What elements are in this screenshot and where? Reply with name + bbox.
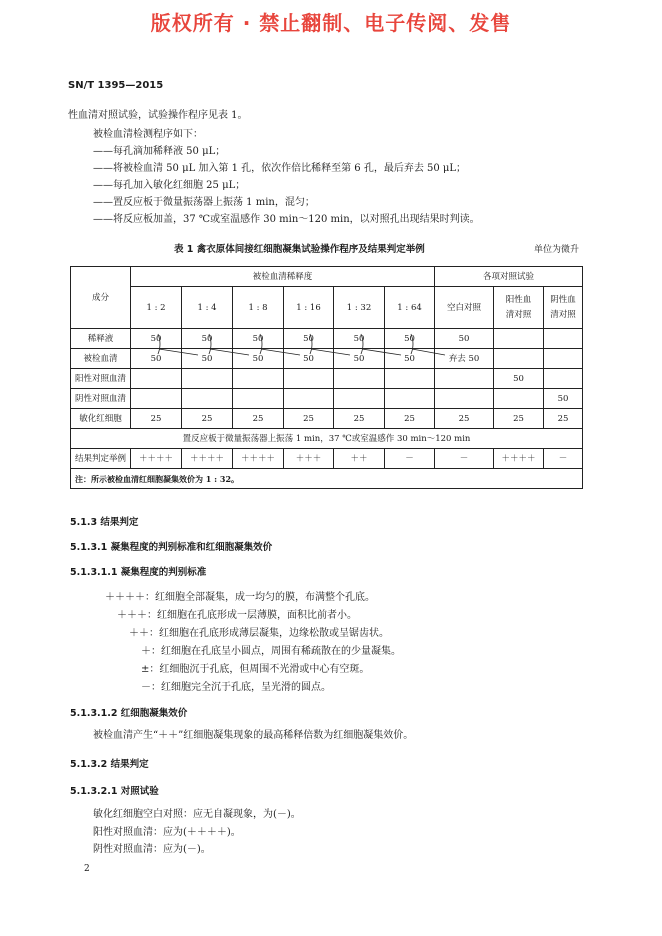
standard-code: SN/T 1395—2015 <box>68 80 164 91</box>
header-dilution: 1 : 2 <box>131 287 182 329</box>
header-dilution: 1 : 16 <box>284 287 334 329</box>
table-cell: 50 <box>131 329 182 349</box>
row-label: 稀释液 <box>71 329 131 349</box>
row-label: 被检血清 <box>71 349 131 369</box>
table-cell: 弃去 50 <box>435 349 494 369</box>
header-dilution-group: 被检血清稀释度 <box>131 267 435 287</box>
procedure-step: ——将被检血清 50 μL 加入第 1 孔，依次作倍比稀释至第 6 孔，最后弃去 50 μL； <box>93 163 467 174</box>
table-cell: 50 <box>544 389 583 409</box>
table-cell <box>494 329 544 349</box>
procedure-table <box>70 266 583 489</box>
table-cell: 50 <box>385 349 435 369</box>
table-cell <box>435 389 494 409</box>
criterion-1plus: ＋：红细胞在孔底呈小圆点，周围有稀疏散在的少量凝集。 <box>141 646 401 657</box>
table-cell: 50 <box>284 329 334 349</box>
header-dilution: 1 : 8 <box>233 287 284 329</box>
table-note: 注：所示被检血清红细胞凝集效价为 1 : 32。 <box>71 469 583 489</box>
table-cell: 50 <box>494 369 544 389</box>
table-cell <box>494 349 544 369</box>
result-cell: － <box>435 449 494 469</box>
header-control-group: 各项对照试验 <box>435 267 583 287</box>
table-cell <box>182 369 233 389</box>
procedure-step: ——将反应板加盖，37 ℃或室温感作 30 min～120 min，以对照孔出现结果时判读。 <box>93 214 480 225</box>
result-cell: ＋＋＋＋ <box>233 449 284 469</box>
row-label: 阴性对照血清 <box>71 389 131 409</box>
table-cell: 50 <box>334 349 385 369</box>
titer-definition: 被检血清产生“＋＋”红细胞凝集现象的最高稀释倍数为红细胞凝集效价。 <box>93 730 414 741</box>
table-cell <box>385 369 435 389</box>
table-cell <box>233 369 284 389</box>
table-row-positive-serum <box>71 369 583 389</box>
table-cell: 50 <box>182 349 233 369</box>
table-cell: 25 <box>284 409 334 429</box>
header-control: 阳性血清对照 <box>494 287 544 329</box>
table-cell: 25 <box>334 409 385 429</box>
table-cell: 25 <box>233 409 284 429</box>
criterion-plusminus: ±：红细胞沉于孔底，但周围不光滑或中心有空斑。 <box>141 664 370 675</box>
table-row-diluent <box>71 329 583 349</box>
table-cell <box>435 369 494 389</box>
table-cell: 25 <box>435 409 494 429</box>
table-cell <box>233 389 284 409</box>
page-number: 2 <box>84 864 90 874</box>
table-cell: 50 <box>233 349 284 369</box>
table-cell <box>494 389 544 409</box>
table-cell: 25 <box>494 409 544 429</box>
header-dilution: 1 : 4 <box>182 287 233 329</box>
intro-line-1: 性血清对照试验，试验操作程序见表 1。 <box>68 110 248 121</box>
criterion-negative: －：红细胞完全沉于孔底，呈光滑的圆点。 <box>141 682 331 693</box>
table-cell: 50 <box>334 329 385 349</box>
criterion-3plus: ＋＋＋：红细胞在孔底形成一层薄膜，面积比前者小。 <box>117 610 357 621</box>
procedure-step: ——每孔加入敏化红细胞 25 μL； <box>93 180 246 191</box>
procedure-step: ——每孔滴加稀释液 50 μL； <box>93 146 226 157</box>
header-component: 成分 <box>71 267 131 329</box>
table-cell: 50 <box>233 329 284 349</box>
procedure-step: ——置反应板于微量振荡器上振荡 1 min，混匀； <box>93 197 315 208</box>
control-negative: 阴性对照血清：应为(－)。 <box>93 844 211 855</box>
criterion-4plus: ＋＋＋＋：红细胞全部凝集，成一均匀的膜，布满整个孔底。 <box>105 592 375 603</box>
control-blank: 敏化红细胞空白对照：应无自凝现象，为(－)。 <box>93 809 301 820</box>
header-control: 空白对照 <box>435 287 494 329</box>
table-row-sensitized-rbc <box>71 409 583 429</box>
row-label: 结果判定举例 <box>71 449 131 469</box>
table-cell <box>131 389 182 409</box>
criterion-2plus: ＋＋：红细胞在孔底形成薄层凝集，边缘松散或呈锯齿状。 <box>129 628 389 639</box>
result-cell: ＋＋＋＋ <box>131 449 182 469</box>
table-cell <box>284 389 334 409</box>
table-cell <box>544 369 583 389</box>
table-cell: 50 <box>385 329 435 349</box>
table-cell: 50 <box>131 349 182 369</box>
result-cell: － <box>385 449 435 469</box>
row-label: 阳性对照血清 <box>71 369 131 389</box>
incubation-note: 置反应板于微量振荡器上振荡 1 min，37 ℃或室温感作 30 min～120 min <box>71 429 583 449</box>
table-cell: 25 <box>131 409 182 429</box>
header-dilution: 1 : 32 <box>334 287 385 329</box>
section-5-1-3-2-1: 5.1.3.2.1 对照试验 <box>70 786 159 797</box>
table-row-result <box>71 449 583 469</box>
table-cell: 50 <box>182 329 233 349</box>
table-row-test-serum <box>71 349 583 369</box>
result-cell: ＋＋ <box>334 449 385 469</box>
intro-line-2: 被检血清检测程序如下： <box>93 129 203 140</box>
table-row-negative-serum <box>71 389 583 409</box>
table-cell <box>131 369 182 389</box>
header-dilution: 1 : 64 <box>385 287 435 329</box>
table-cell: 25 <box>385 409 435 429</box>
table-cell <box>385 389 435 409</box>
section-5-1-3-1: 5.1.3.1 凝集程度的判别标准和红细胞凝集效价 <box>70 542 273 553</box>
table-cell <box>284 369 334 389</box>
table-caption: 表 1 禽衣原体间接红细胞凝集试验操作程序及结果判定举例 <box>174 244 425 255</box>
result-cell: ＋＋＋ <box>284 449 334 469</box>
control-positive: 阳性对照血清：应为(＋＋＋＋)。 <box>93 827 241 838</box>
table-cell <box>544 329 583 349</box>
section-5-1-3: 5.1.3 结果判定 <box>70 517 139 528</box>
copyright-watermark: 版权所有 · 禁止翻制、电子传阅、发售 <box>150 11 512 35</box>
result-cell: ＋＋＋＋ <box>494 449 544 469</box>
section-5-1-3-2: 5.1.3.2 结果判定 <box>70 759 149 770</box>
table-cell <box>544 349 583 369</box>
table-cell <box>334 389 385 409</box>
table-cell <box>182 389 233 409</box>
table-unit: 单位为微升 <box>534 245 580 255</box>
table-row-incubation <box>71 429 583 449</box>
table-cell: 25 <box>182 409 233 429</box>
result-cell: ＋＋＋＋ <box>182 449 233 469</box>
table-cell <box>334 369 385 389</box>
table-cell: 50 <box>435 329 494 349</box>
result-cell: － <box>544 449 583 469</box>
table-cell: 50 <box>284 349 334 369</box>
section-5-1-3-1-2: 5.1.3.1.2 红细胞凝集效价 <box>70 708 188 719</box>
row-label: 敏化红细胞 <box>71 409 131 429</box>
section-5-1-3-1-1: 5.1.3.1.1 凝集程度的判别标准 <box>70 567 207 578</box>
table-cell: 25 <box>544 409 583 429</box>
header-control: 阴性血清对照 <box>544 287 583 329</box>
